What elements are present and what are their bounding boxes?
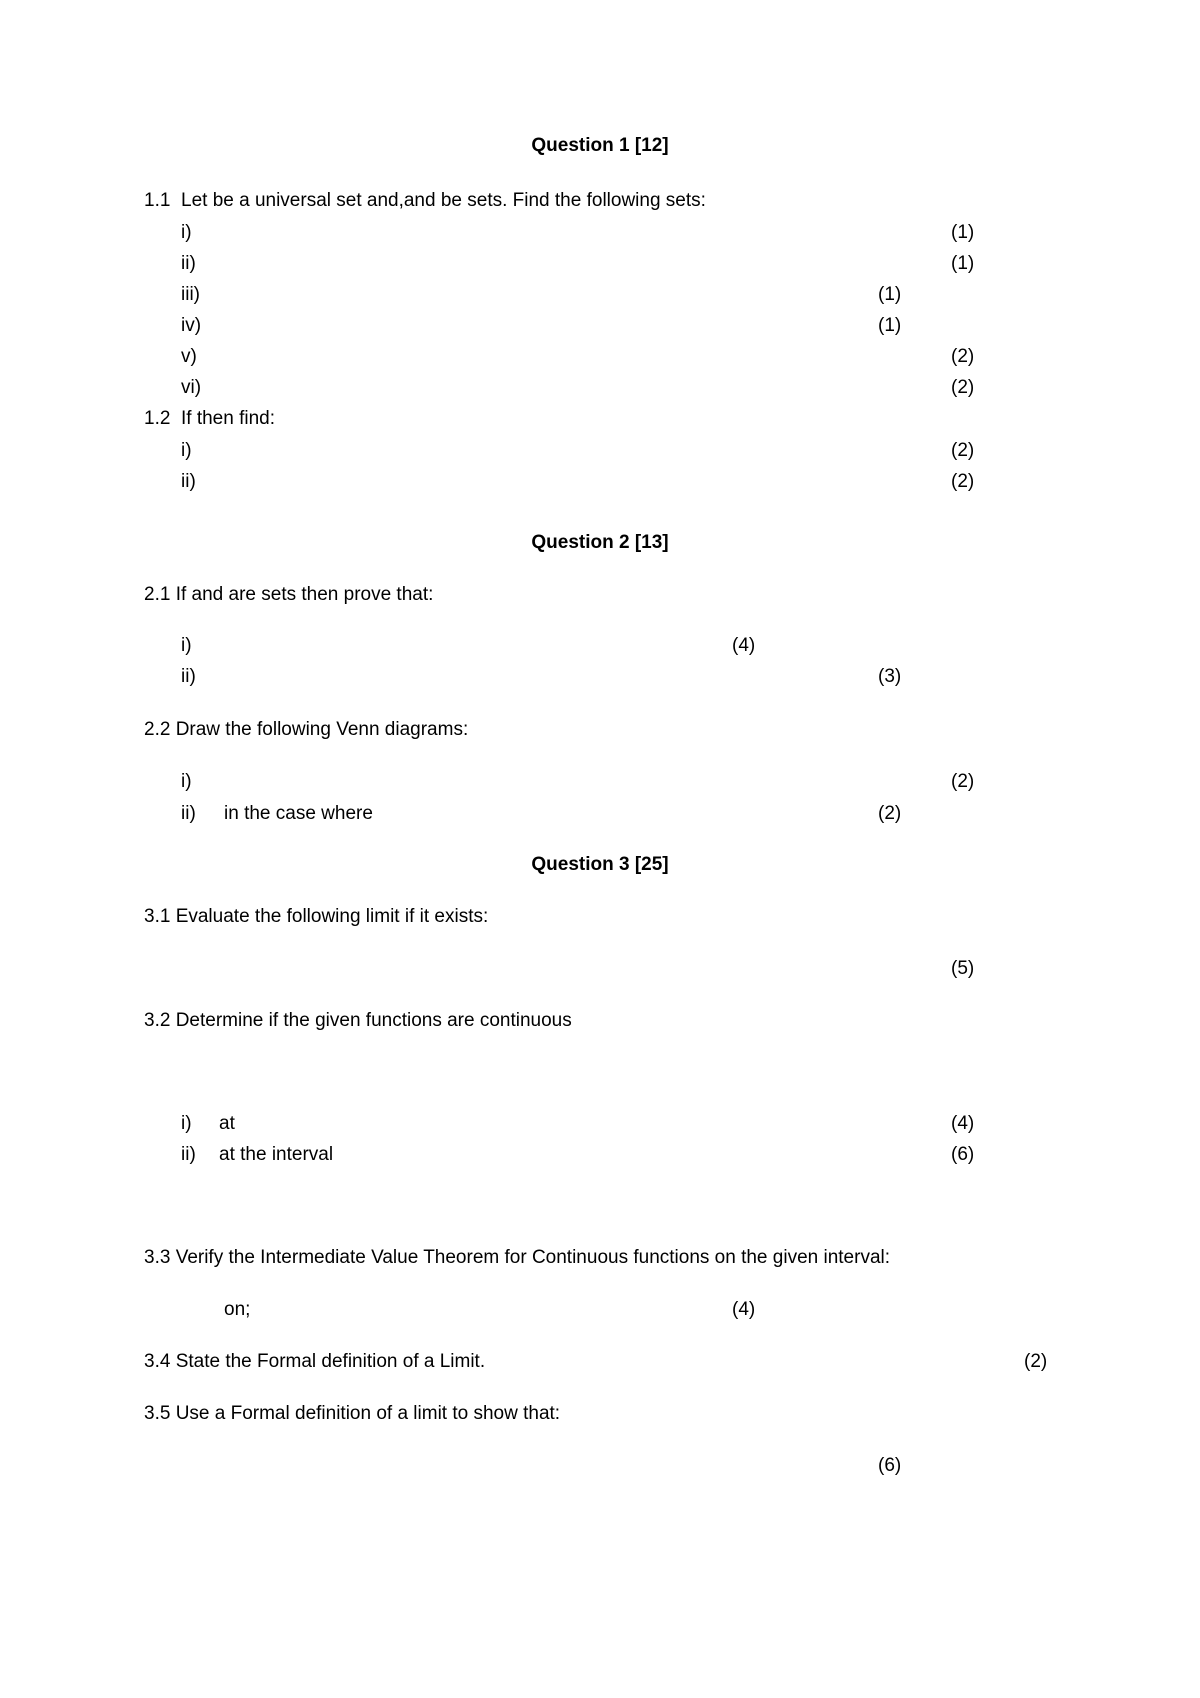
q1-1-item-marks: (1) bbox=[951, 253, 975, 274]
q2-1-item-label: ii) bbox=[181, 666, 196, 687]
q1-1-item-marks: (2) bbox=[951, 377, 975, 398]
question-1-1-text: Let be a universal set and,and be sets. Find the following sets: bbox=[181, 190, 706, 211]
question-1-heading: Question 1 [12] bbox=[531, 135, 669, 156]
q1-1-item-label: iii) bbox=[181, 284, 200, 305]
question-3-3-marks: (4) bbox=[732, 1299, 756, 1320]
q3-2-item-text: at the interval bbox=[219, 1144, 334, 1165]
question-3-4-marks: (2) bbox=[1024, 1351, 1048, 1372]
q1-2-item-marks: (2) bbox=[951, 471, 975, 492]
question-3-3-sub: on; bbox=[224, 1299, 251, 1320]
question-3-3-text: 3.3 Verify the Intermediate Value Theorem for Continuous functions on the given interval: bbox=[144, 1247, 891, 1268]
q2-1-item-marks: (4) bbox=[732, 635, 756, 656]
q2-2-item-text: in the case where bbox=[224, 803, 373, 824]
q2-2-item-label: ii) bbox=[181, 803, 196, 824]
question-1-2-number: 1.2 bbox=[144, 408, 171, 429]
q3-2-item-label: ii) bbox=[181, 1144, 196, 1165]
q1-1-item-marks: (1) bbox=[878, 315, 902, 336]
q3-2-item-label: i) bbox=[181, 1113, 192, 1134]
q2-2-item-marks: (2) bbox=[951, 771, 975, 792]
question-3-5-text: 3.5 Use a Formal definition of a limit to show that: bbox=[144, 1403, 561, 1424]
q1-1-item-marks: (1) bbox=[951, 222, 975, 243]
question-2-heading: Question 2 [13] bbox=[531, 532, 669, 553]
question-3-heading: Question 3 [25] bbox=[531, 854, 669, 875]
q1-2-item-label: ii) bbox=[181, 471, 196, 492]
q2-1-item-marks: (3) bbox=[878, 666, 902, 687]
q1-1-item-marks: (1) bbox=[878, 284, 902, 305]
q1-1-item-label: v) bbox=[181, 346, 197, 367]
q1-2-item-label: i) bbox=[181, 440, 192, 461]
q1-1-item-marks: (2) bbox=[951, 346, 975, 367]
q2-2-item-marks: (2) bbox=[878, 803, 902, 824]
q1-1-item-label: ii) bbox=[181, 253, 196, 274]
question-1-1-number: 1.1 bbox=[144, 190, 171, 211]
question-1-2-text: If then find: bbox=[181, 408, 276, 429]
q3-2-item-marks: (6) bbox=[951, 1144, 975, 1165]
q1-1-item-label: vi) bbox=[181, 377, 202, 398]
q2-1-item-label: i) bbox=[181, 635, 192, 656]
question-3-4-text: 3.4 State the Formal definition of a Limit. bbox=[144, 1351, 486, 1372]
question-3-5-marks: (6) bbox=[878, 1455, 902, 1476]
question-3-1-text: 3.1 Evaluate the following limit if it exists: bbox=[144, 906, 489, 927]
q3-2-item-marks: (4) bbox=[951, 1113, 975, 1134]
q1-1-item-label: i) bbox=[181, 222, 192, 243]
q2-2-item-label: i) bbox=[181, 771, 192, 792]
question-2-2-text: 2.2 Draw the following Venn diagrams: bbox=[144, 719, 469, 740]
question-2-1-text: 2.1 If and are sets then prove that: bbox=[144, 584, 434, 605]
question-3-2-text: 3.2 Determine if the given functions are continuous bbox=[144, 1010, 572, 1031]
question-3-1-marks: (5) bbox=[951, 958, 975, 979]
q3-2-item-text: at bbox=[219, 1113, 235, 1134]
q1-1-item-label: iv) bbox=[181, 315, 202, 336]
q1-2-item-marks: (2) bbox=[951, 440, 975, 461]
